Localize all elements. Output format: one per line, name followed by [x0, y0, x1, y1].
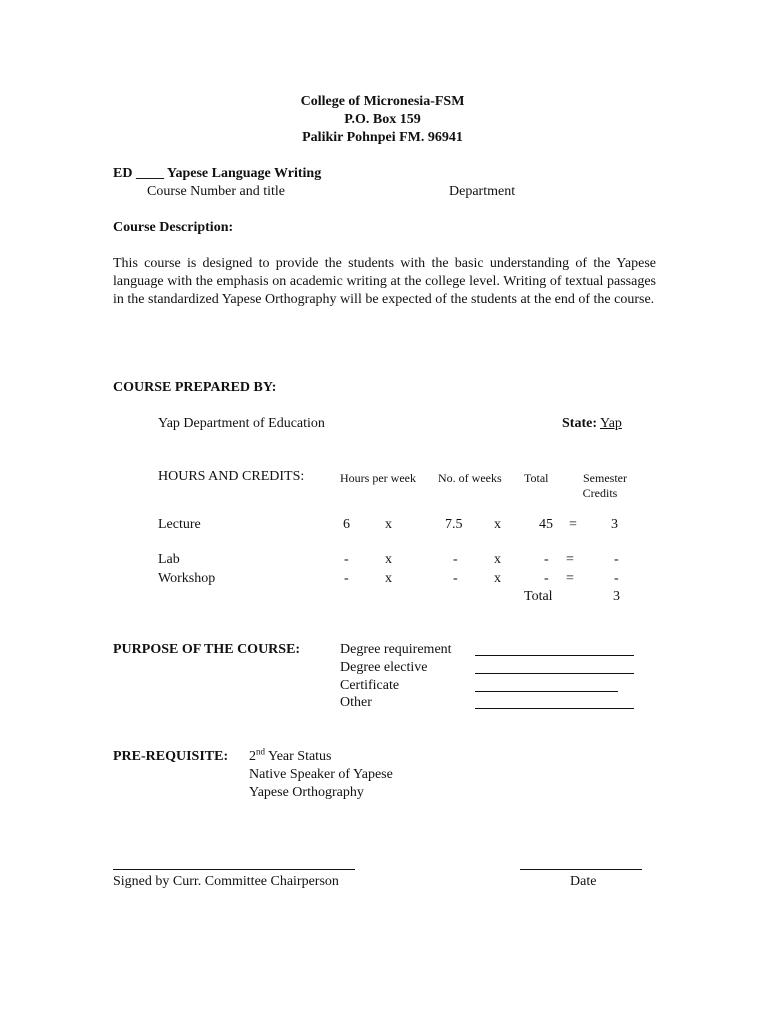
department-label: Department	[449, 184, 516, 199]
row-total: 45	[539, 517, 553, 532]
row-total: -	[544, 552, 549, 567]
prerequisite-year-status: Year Status	[265, 749, 332, 764]
row-equals: =	[566, 552, 574, 567]
purpose-option: Certificate	[340, 678, 400, 693]
col-credits-line1: Semester	[583, 471, 627, 485]
purpose-option: Degree requirement	[340, 642, 452, 657]
row-weeks: -	[453, 571, 458, 586]
row-equals: =	[566, 571, 574, 586]
row-equals: =	[569, 517, 577, 532]
course-title: ED ____ Yapese Language Writing	[113, 166, 322, 181]
row-hours: 6	[343, 517, 350, 532]
row-weeks: 7.5	[445, 517, 463, 532]
purpose-blank-line[interactable]	[475, 691, 618, 692]
date-line[interactable]	[520, 869, 642, 870]
row-label: Lab	[158, 552, 180, 567]
purpose-heading: PURPOSE OF THE COURSE:	[113, 642, 301, 657]
row-weeks: -	[453, 552, 458, 567]
description-text: This course is designed to provide the students with the basic understanding of the Yapese language with the emphasis on academic writing at the college level. Writing of textual passages in the standardized Yapese Orthography will be expected of the students at the end of the course.	[113, 256, 656, 307]
total-credits: 3	[613, 589, 620, 604]
hours-credits-heading: HOURS AND CREDITS:	[158, 469, 305, 484]
description-heading: Course Description:	[113, 220, 234, 235]
row-credits: -	[614, 571, 619, 586]
row-credits: -	[614, 552, 619, 567]
row-total: -	[544, 571, 549, 586]
date-label: Date	[570, 874, 597, 889]
row-credits: 3	[611, 517, 618, 532]
row-times: x	[385, 571, 392, 586]
row-times: x	[385, 552, 392, 567]
purpose-blank-line[interactable]	[475, 708, 634, 709]
row-times: x	[494, 517, 501, 532]
course-number-title-label: Course Number and title	[147, 184, 286, 199]
purpose-option: Degree elective	[340, 660, 428, 675]
prepared-by-heading: COURSE PREPARED BY:	[113, 380, 277, 395]
purpose-option: Other	[340, 695, 372, 710]
signature-label: Signed by Curr. Committee Chairperson	[113, 874, 339, 889]
row-times: x	[385, 517, 392, 532]
col-total: Total	[524, 471, 549, 485]
row-hours: -	[344, 552, 349, 567]
col-credits-line2: Credits	[582, 486, 618, 500]
total-label: Total	[524, 589, 553, 604]
state-field	[562, 416, 622, 432]
state-label: State:	[562, 416, 597, 431]
address: Palikir Pohnpei FM. 96941	[302, 130, 463, 145]
row-label: Lecture	[158, 517, 201, 532]
col-weeks: No. of weeks	[438, 471, 502, 485]
prerequisite-line: Yapese Orthography	[249, 785, 364, 800]
signature-line[interactable]	[113, 869, 355, 870]
col-hours-per-week: Hours per week	[340, 471, 416, 485]
row-hours: -	[344, 571, 349, 586]
prerequisite-ordinal-suffix: nd	[256, 746, 265, 757]
prerequisite-line: Native Speaker of Yapese	[249, 767, 393, 782]
prepared-by-org: Yap Department of Education	[158, 416, 325, 431]
college-name: College of Micronesia-FSM	[300, 94, 465, 109]
state-value: Yap	[599, 416, 622, 431]
row-label: Workshop	[158, 571, 216, 586]
row-times: x	[494, 571, 501, 586]
purpose-blank-line[interactable]	[475, 655, 634, 656]
prerequisite-year-number: 2	[249, 749, 256, 764]
po-box: P.O. Box 159	[344, 112, 421, 127]
prerequisite-line	[249, 746, 332, 765]
row-times: x	[494, 552, 501, 567]
prerequisite-heading: PRE-REQUISITE:	[113, 749, 229, 764]
purpose-blank-line[interactable]	[475, 673, 634, 674]
